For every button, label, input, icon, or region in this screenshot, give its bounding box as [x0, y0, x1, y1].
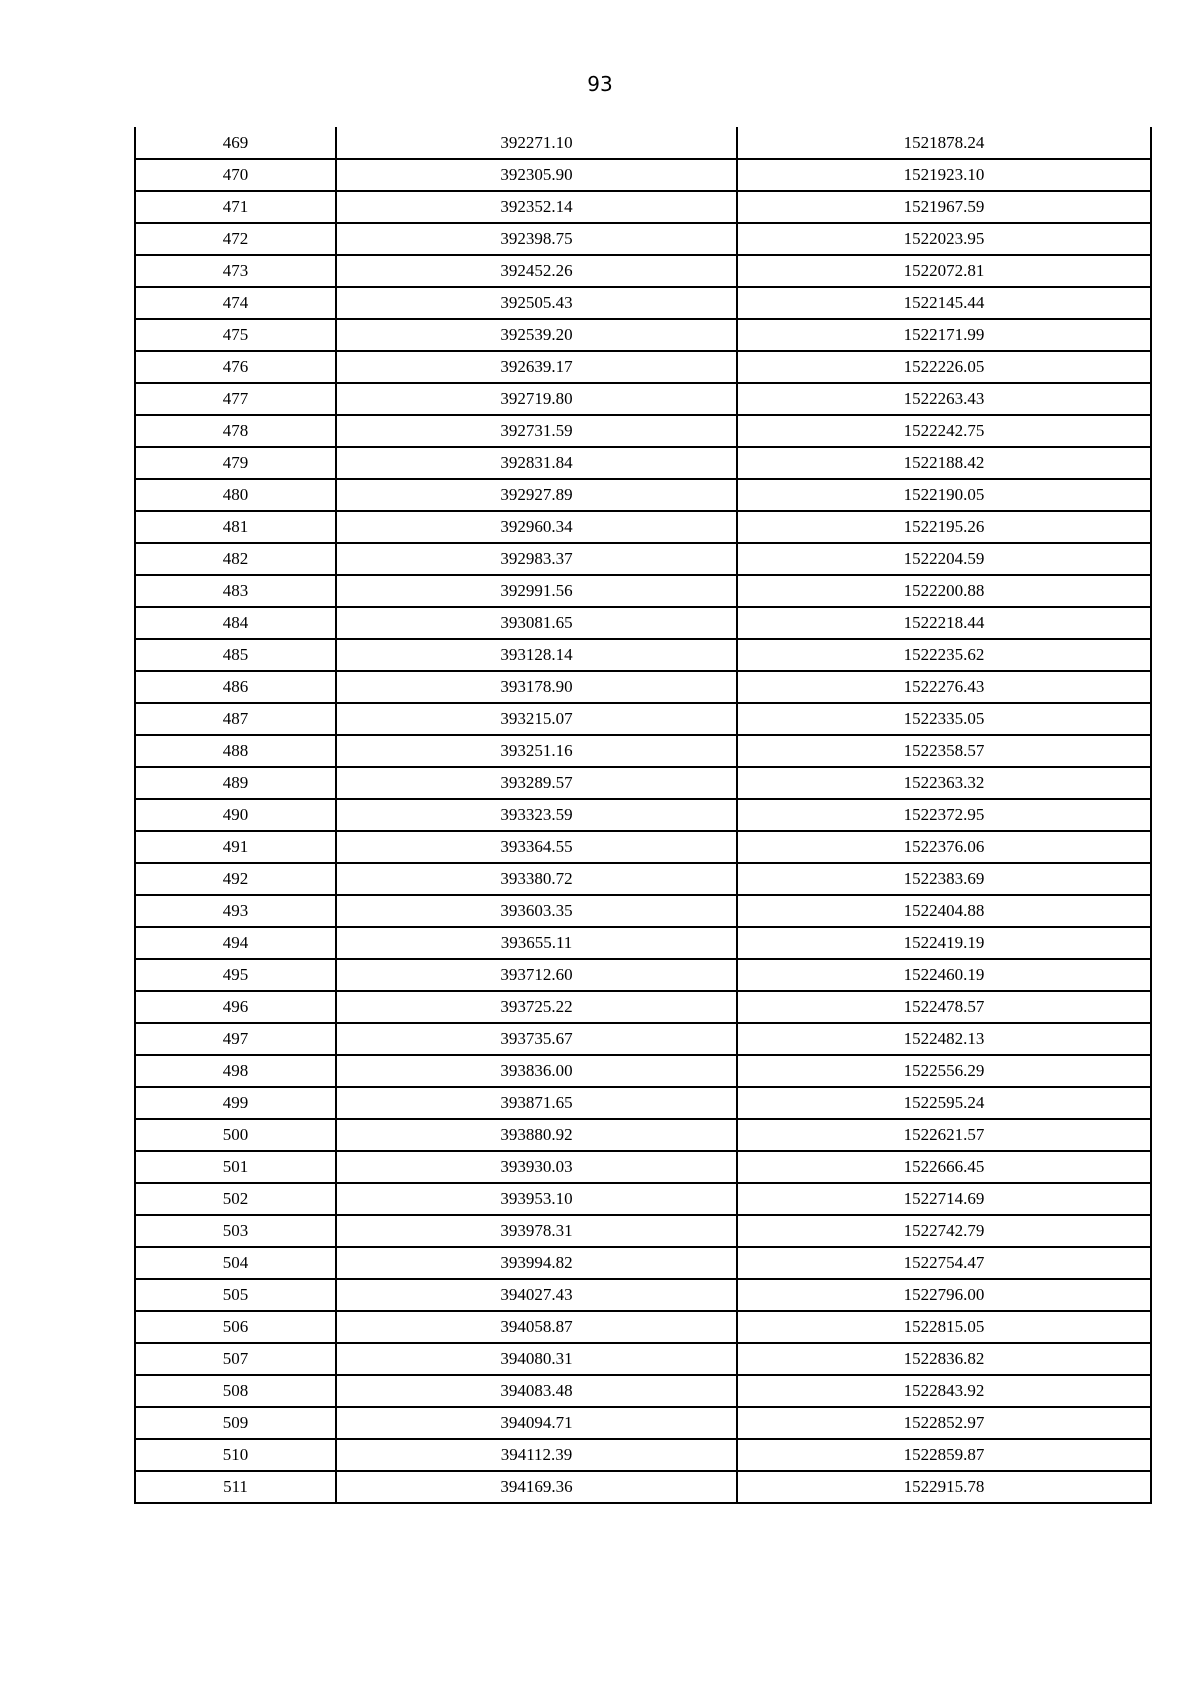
- table-row: [135, 255, 1151, 287]
- table-row: [135, 1343, 1151, 1375]
- table-row: [135, 159, 1151, 191]
- y-coordinate-cell: 1522595.24: [737, 1087, 1151, 1119]
- x-coordinate-cell: 393735.67: [336, 1023, 737, 1055]
- point-number-cell: 477: [135, 383, 336, 415]
- y-coordinate-cell: 1522276.43: [737, 671, 1151, 703]
- table-row: [135, 607, 1151, 639]
- point-number-cell: 469: [135, 127, 336, 159]
- table-row: [135, 1055, 1151, 1087]
- x-coordinate-cell: 393953.10: [336, 1183, 737, 1215]
- x-coordinate-cell: 392639.17: [336, 351, 737, 383]
- x-coordinate-cell: 393930.03: [336, 1151, 737, 1183]
- y-coordinate-cell: 1522226.05: [737, 351, 1151, 383]
- point-number-cell: 480: [135, 479, 336, 511]
- y-coordinate-cell: 1522843.92: [737, 1375, 1151, 1407]
- x-coordinate-cell: 392831.84: [336, 447, 737, 479]
- x-coordinate-cell: 393871.65: [336, 1087, 737, 1119]
- y-coordinate-cell: 1522404.88: [737, 895, 1151, 927]
- point-number-cell: 481: [135, 511, 336, 543]
- table-row: [135, 799, 1151, 831]
- table-row: [135, 319, 1151, 351]
- table-row: [135, 287, 1151, 319]
- x-coordinate-cell: 393128.14: [336, 639, 737, 671]
- x-coordinate-cell: 392271.10: [336, 127, 737, 159]
- y-coordinate-cell: 1522915.78: [737, 1471, 1151, 1503]
- x-coordinate-cell: 392983.37: [336, 543, 737, 575]
- x-coordinate-cell: 392352.14: [336, 191, 737, 223]
- table-row: [135, 1471, 1151, 1503]
- x-coordinate-cell: 392539.20: [336, 319, 737, 351]
- y-coordinate-cell: 1522714.69: [737, 1183, 1151, 1215]
- table-row: [135, 991, 1151, 1023]
- table-row: [135, 543, 1151, 575]
- point-number-cell: 474: [135, 287, 336, 319]
- x-coordinate-cell: 393364.55: [336, 831, 737, 863]
- x-coordinate-cell: 392452.26: [336, 255, 737, 287]
- point-number-cell: 471: [135, 191, 336, 223]
- point-number-cell: 506: [135, 1311, 336, 1343]
- point-number-cell: 491: [135, 831, 336, 863]
- y-coordinate-cell: 1522190.05: [737, 479, 1151, 511]
- point-number-cell: 502: [135, 1183, 336, 1215]
- table-row: [135, 1215, 1151, 1247]
- y-coordinate-cell: 1522188.42: [737, 447, 1151, 479]
- y-coordinate-cell: 1522023.95: [737, 223, 1151, 255]
- point-number-cell: 503: [135, 1215, 336, 1247]
- point-number-cell: 493: [135, 895, 336, 927]
- y-coordinate-cell: 1522195.26: [737, 511, 1151, 543]
- x-coordinate-cell: 393289.57: [336, 767, 737, 799]
- point-number-cell: 487: [135, 703, 336, 735]
- table-row: [135, 671, 1151, 703]
- x-coordinate-cell: 393978.31: [336, 1215, 737, 1247]
- table-row: [135, 895, 1151, 927]
- x-coordinate-cell: 393251.16: [336, 735, 737, 767]
- x-coordinate-cell: 392991.56: [336, 575, 737, 607]
- x-coordinate-cell: 393880.92: [336, 1119, 737, 1151]
- table-row: [135, 927, 1151, 959]
- y-coordinate-cell: 1522815.05: [737, 1311, 1151, 1343]
- table-row: [135, 127, 1151, 159]
- x-coordinate-cell: 393380.72: [336, 863, 737, 895]
- y-coordinate-cell: 1522263.43: [737, 383, 1151, 415]
- y-coordinate-cell: 1522218.44: [737, 607, 1151, 639]
- table-row: [135, 831, 1151, 863]
- point-number-cell: 498: [135, 1055, 336, 1087]
- y-coordinate-cell: 1521967.59: [737, 191, 1151, 223]
- table-row: [135, 479, 1151, 511]
- page-number: 93: [587, 72, 613, 96]
- table-row: [135, 1279, 1151, 1311]
- y-coordinate-cell: 1522358.57: [737, 735, 1151, 767]
- point-number-cell: 505: [135, 1279, 336, 1311]
- table-row: [135, 1119, 1151, 1151]
- table-row: [135, 1183, 1151, 1215]
- table-row: [135, 1023, 1151, 1055]
- table-row: [135, 1247, 1151, 1279]
- point-number-cell: 504: [135, 1247, 336, 1279]
- y-coordinate-cell: 1522419.19: [737, 927, 1151, 959]
- coordinate-table: [134, 127, 1152, 1504]
- table-row: [135, 1087, 1151, 1119]
- x-coordinate-cell: 394083.48: [336, 1375, 737, 1407]
- point-number-cell: 495: [135, 959, 336, 991]
- point-number-cell: 478: [135, 415, 336, 447]
- point-number-cell: 507: [135, 1343, 336, 1375]
- y-coordinate-cell: 1522754.47: [737, 1247, 1151, 1279]
- point-number-cell: 510: [135, 1439, 336, 1471]
- point-number-cell: 511: [135, 1471, 336, 1503]
- y-coordinate-cell: 1522742.79: [737, 1215, 1151, 1247]
- table-row: [135, 447, 1151, 479]
- table-row: [135, 735, 1151, 767]
- y-coordinate-cell: 1522460.19: [737, 959, 1151, 991]
- y-coordinate-cell: 1522335.05: [737, 703, 1151, 735]
- y-coordinate-cell: 1522666.45: [737, 1151, 1151, 1183]
- table-row: [135, 703, 1151, 735]
- table-row: [135, 1375, 1151, 1407]
- table-row: [135, 863, 1151, 895]
- point-number-cell: 509: [135, 1407, 336, 1439]
- table-row: [135, 1151, 1151, 1183]
- point-number-cell: 470: [135, 159, 336, 191]
- table-row: [135, 959, 1151, 991]
- x-coordinate-cell: 392960.34: [336, 511, 737, 543]
- point-number-cell: 479: [135, 447, 336, 479]
- y-coordinate-cell: 1522383.69: [737, 863, 1151, 895]
- point-number-cell: 476: [135, 351, 336, 383]
- x-coordinate-cell: 393994.82: [336, 1247, 737, 1279]
- table-row: [135, 575, 1151, 607]
- x-coordinate-cell: 394094.71: [336, 1407, 737, 1439]
- y-coordinate-cell: 1522372.95: [737, 799, 1151, 831]
- table-row: [135, 639, 1151, 671]
- table-row: [135, 191, 1151, 223]
- y-coordinate-cell: 1522796.00: [737, 1279, 1151, 1311]
- y-coordinate-cell: 1522852.97: [737, 1407, 1151, 1439]
- y-coordinate-cell: 1522145.44: [737, 287, 1151, 319]
- x-coordinate-cell: 393215.07: [336, 703, 737, 735]
- y-coordinate-cell: 1522376.06: [737, 831, 1151, 863]
- y-coordinate-cell: 1522204.59: [737, 543, 1151, 575]
- table-row: [135, 1407, 1151, 1439]
- x-coordinate-cell: 392719.80: [336, 383, 737, 415]
- table-row: [135, 1311, 1151, 1343]
- y-coordinate-cell: 1522171.99: [737, 319, 1151, 351]
- x-coordinate-cell: 392398.75: [336, 223, 737, 255]
- point-number-cell: 497: [135, 1023, 336, 1055]
- x-coordinate-cell: 393081.65: [336, 607, 737, 639]
- point-number-cell: 485: [135, 639, 336, 671]
- table-row: [135, 383, 1151, 415]
- y-coordinate-cell: 1521923.10: [737, 159, 1151, 191]
- x-coordinate-cell: 392731.59: [336, 415, 737, 447]
- y-coordinate-cell: 1522200.88: [737, 575, 1151, 607]
- x-coordinate-cell: 393712.60: [336, 959, 737, 991]
- x-coordinate-cell: 394169.36: [336, 1471, 737, 1503]
- point-number-cell: 494: [135, 927, 336, 959]
- y-coordinate-cell: 1522859.87: [737, 1439, 1151, 1471]
- table-body: [135, 127, 1151, 1503]
- y-coordinate-cell: 1522482.13: [737, 1023, 1151, 1055]
- y-coordinate-cell: 1522836.82: [737, 1343, 1151, 1375]
- point-number-cell: 496: [135, 991, 336, 1023]
- point-number-cell: 486: [135, 671, 336, 703]
- table-row: [135, 223, 1151, 255]
- x-coordinate-cell: 393655.11: [336, 927, 737, 959]
- point-number-cell: 489: [135, 767, 336, 799]
- y-coordinate-cell: 1521878.24: [737, 127, 1151, 159]
- table-row: [135, 767, 1151, 799]
- y-coordinate-cell: 1522072.81: [737, 255, 1151, 287]
- x-coordinate-cell: 393836.00: [336, 1055, 737, 1087]
- point-number-cell: 508: [135, 1375, 336, 1407]
- point-number-cell: 492: [135, 863, 336, 895]
- x-coordinate-cell: 393603.35: [336, 895, 737, 927]
- point-number-cell: 490: [135, 799, 336, 831]
- point-number-cell: 482: [135, 543, 336, 575]
- point-number-cell: 501: [135, 1151, 336, 1183]
- point-number-cell: 473: [135, 255, 336, 287]
- point-number-cell: 483: [135, 575, 336, 607]
- point-number-cell: 499: [135, 1087, 336, 1119]
- point-number-cell: 472: [135, 223, 336, 255]
- point-number-cell: 475: [135, 319, 336, 351]
- x-coordinate-cell: 392305.90: [336, 159, 737, 191]
- table-row: [135, 1439, 1151, 1471]
- y-coordinate-cell: 1522556.29: [737, 1055, 1151, 1087]
- x-coordinate-cell: 393725.22: [336, 991, 737, 1023]
- x-coordinate-cell: 392927.89: [336, 479, 737, 511]
- x-coordinate-cell: 394080.31: [336, 1343, 737, 1375]
- y-coordinate-cell: 1522235.62: [737, 639, 1151, 671]
- x-coordinate-cell: 393323.59: [336, 799, 737, 831]
- x-coordinate-cell: 394112.39: [336, 1439, 737, 1471]
- point-number-cell: 488: [135, 735, 336, 767]
- y-coordinate-cell: 1522242.75: [737, 415, 1151, 447]
- table-row: [135, 511, 1151, 543]
- y-coordinate-cell: 1522621.57: [737, 1119, 1151, 1151]
- table-row: [135, 351, 1151, 383]
- x-coordinate-cell: 394058.87: [336, 1311, 737, 1343]
- x-coordinate-cell: 394027.43: [336, 1279, 737, 1311]
- x-coordinate-cell: 392505.43: [336, 287, 737, 319]
- point-number-cell: 500: [135, 1119, 336, 1151]
- x-coordinate-cell: 393178.90: [336, 671, 737, 703]
- y-coordinate-cell: 1522363.32: [737, 767, 1151, 799]
- point-number-cell: 484: [135, 607, 336, 639]
- table-row: [135, 415, 1151, 447]
- y-coordinate-cell: 1522478.57: [737, 991, 1151, 1023]
